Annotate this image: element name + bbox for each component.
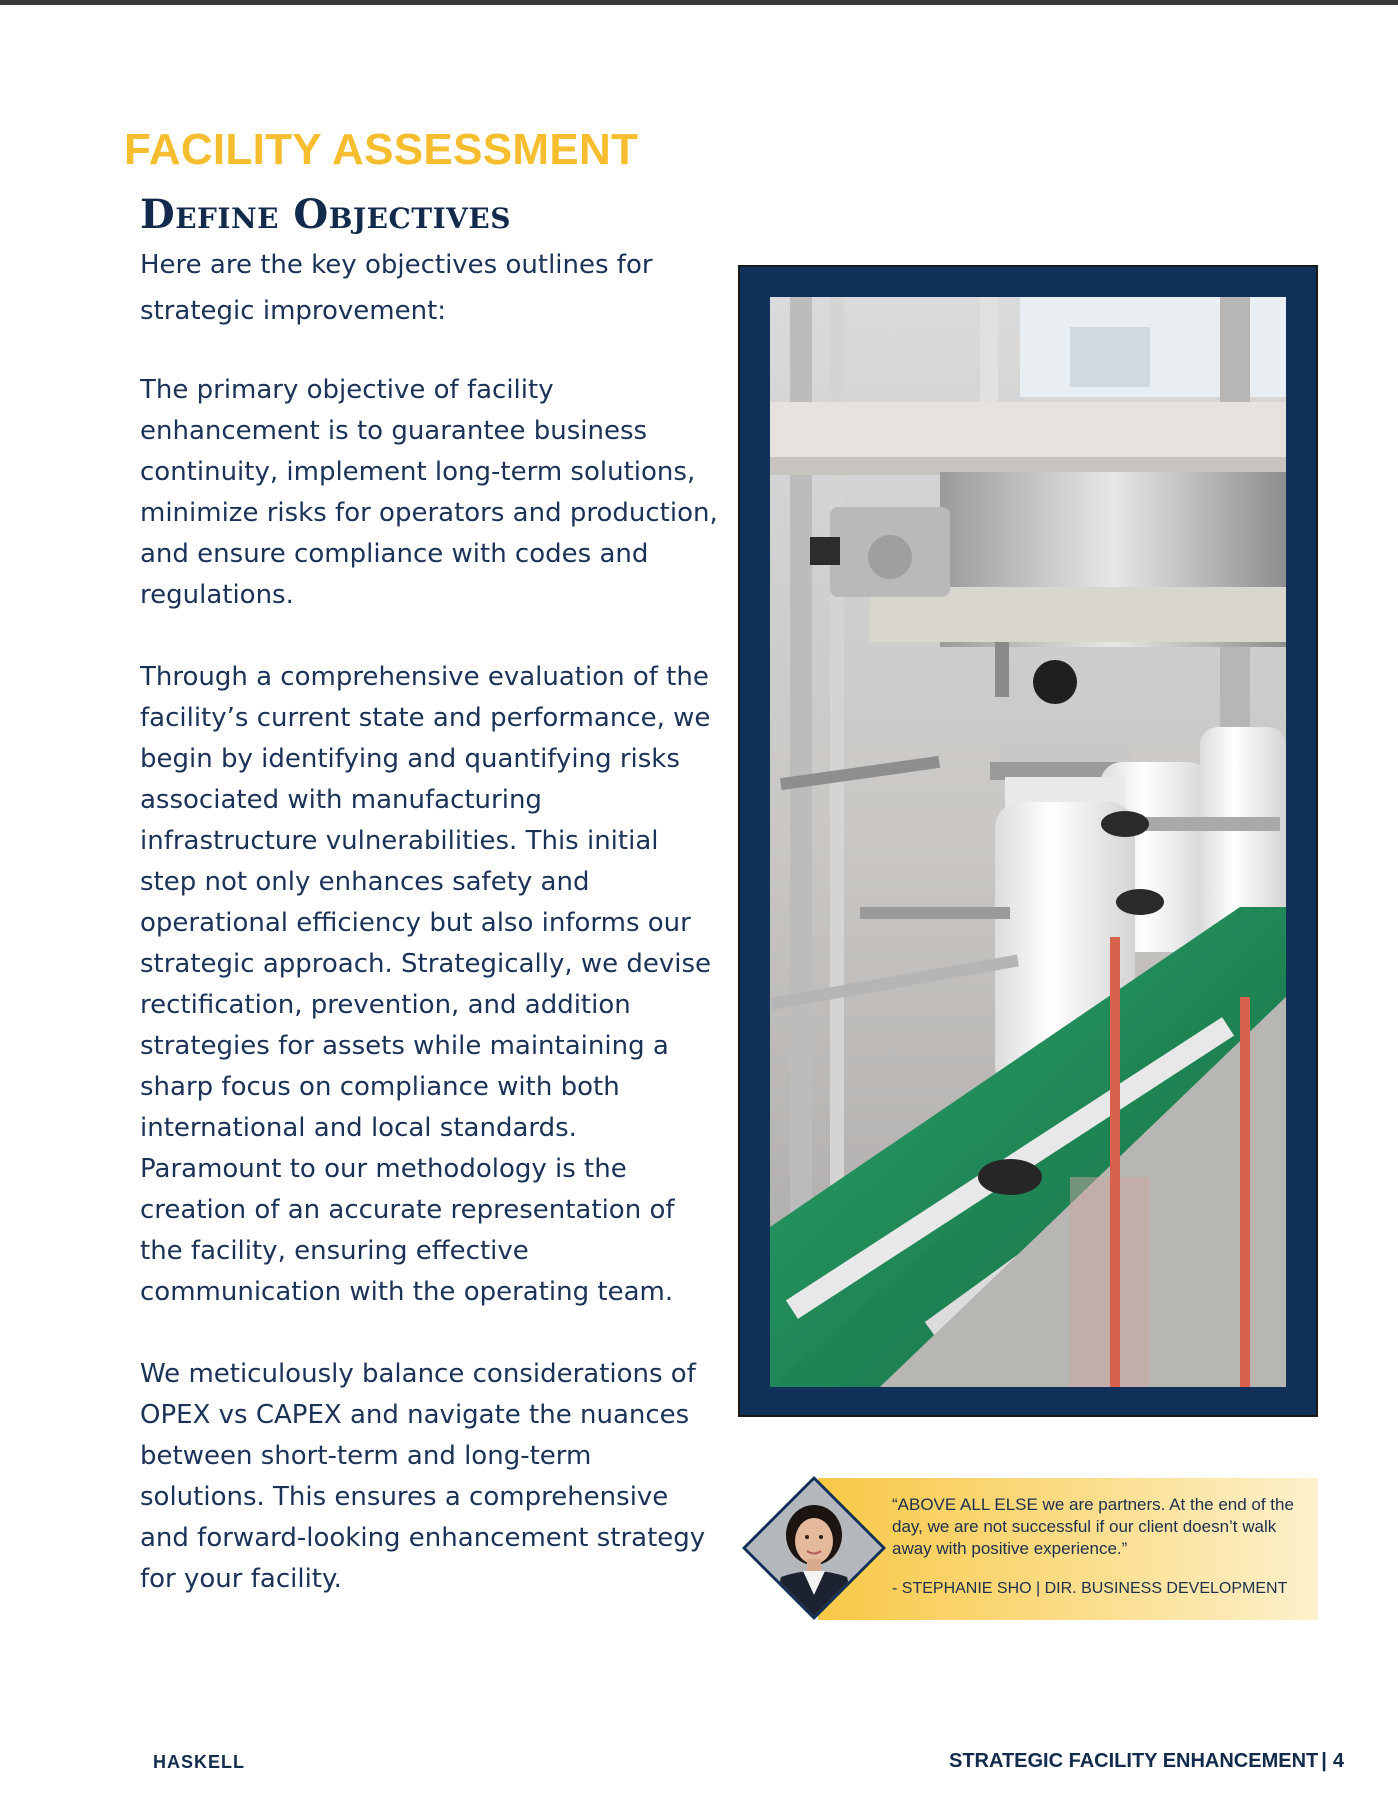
bottling-conveyor-photo [770, 297, 1286, 1387]
section-title: FACILITY ASSESSMENT [124, 125, 639, 174]
avatar [741, 1475, 887, 1621]
quote-text: “ABOVE ALL ELSE we are partners. At the end of the day, we are not successful if our client doesn’t walk away with positive experience.” [892, 1495, 1294, 1558]
footer-title-text: STRATEGIC FACILITY ENHANCEMENT [948, 1750, 1319, 1772]
footer-document-title [949, 1750, 1344, 1773]
quote-attribution: - STEPHANIE SHO | DIR. BUSINESS DEVELOPMENT [892, 1580, 1288, 1597]
paragraph-objective: The primary objective of facility enhancement is to guarantee business continuity, implement long-term solutions, minimize risks for operators and production, and ensure compliance with codes and regulations. [140, 375, 718, 610]
quote-box [818, 1478, 1318, 1620]
photo-frame [738, 265, 1318, 1417]
photo-illustration [770, 297, 1286, 1387]
intro-paragraph: Here are the key objectives outlines for strategic improvement: [140, 250, 653, 326]
body-text [140, 242, 720, 1641]
person-portrait-icon [741, 1475, 887, 1621]
subsection-title: Define Objectives [140, 191, 511, 238]
footer-page-number: 4 [1332, 1750, 1344, 1772]
footer-separator: | [1321, 1750, 1327, 1772]
paragraph-opex-capex: We meticulously balance considerations of OPEX vs CAPEX and navigate the nuances between short-term and long-term solutions. This ensures a comprehensive and forward-looking enhancement strategy for your facility. [140, 1359, 706, 1594]
paragraph-evaluation: Through a comprehensive evaluation of the facility’s current state and performance, we begin by identifying and quantifying risks associated with manufacturing infrastructure vulnerabilities. This initial step not only enhances safety and operational efficiency but also informs our strategic approach. Strategically, we devise rectification, prevention, and addition strategies for assets while maintaining a sharp focus on compliance with both international and local standards. Paramount to our methodology is the creation of an accurate representation of the facility, ensuring effective communication with the operating team. [140, 662, 712, 1307]
footer-company: HASKELL [153, 1752, 245, 1772]
top-rule [0, 0, 1398, 5]
